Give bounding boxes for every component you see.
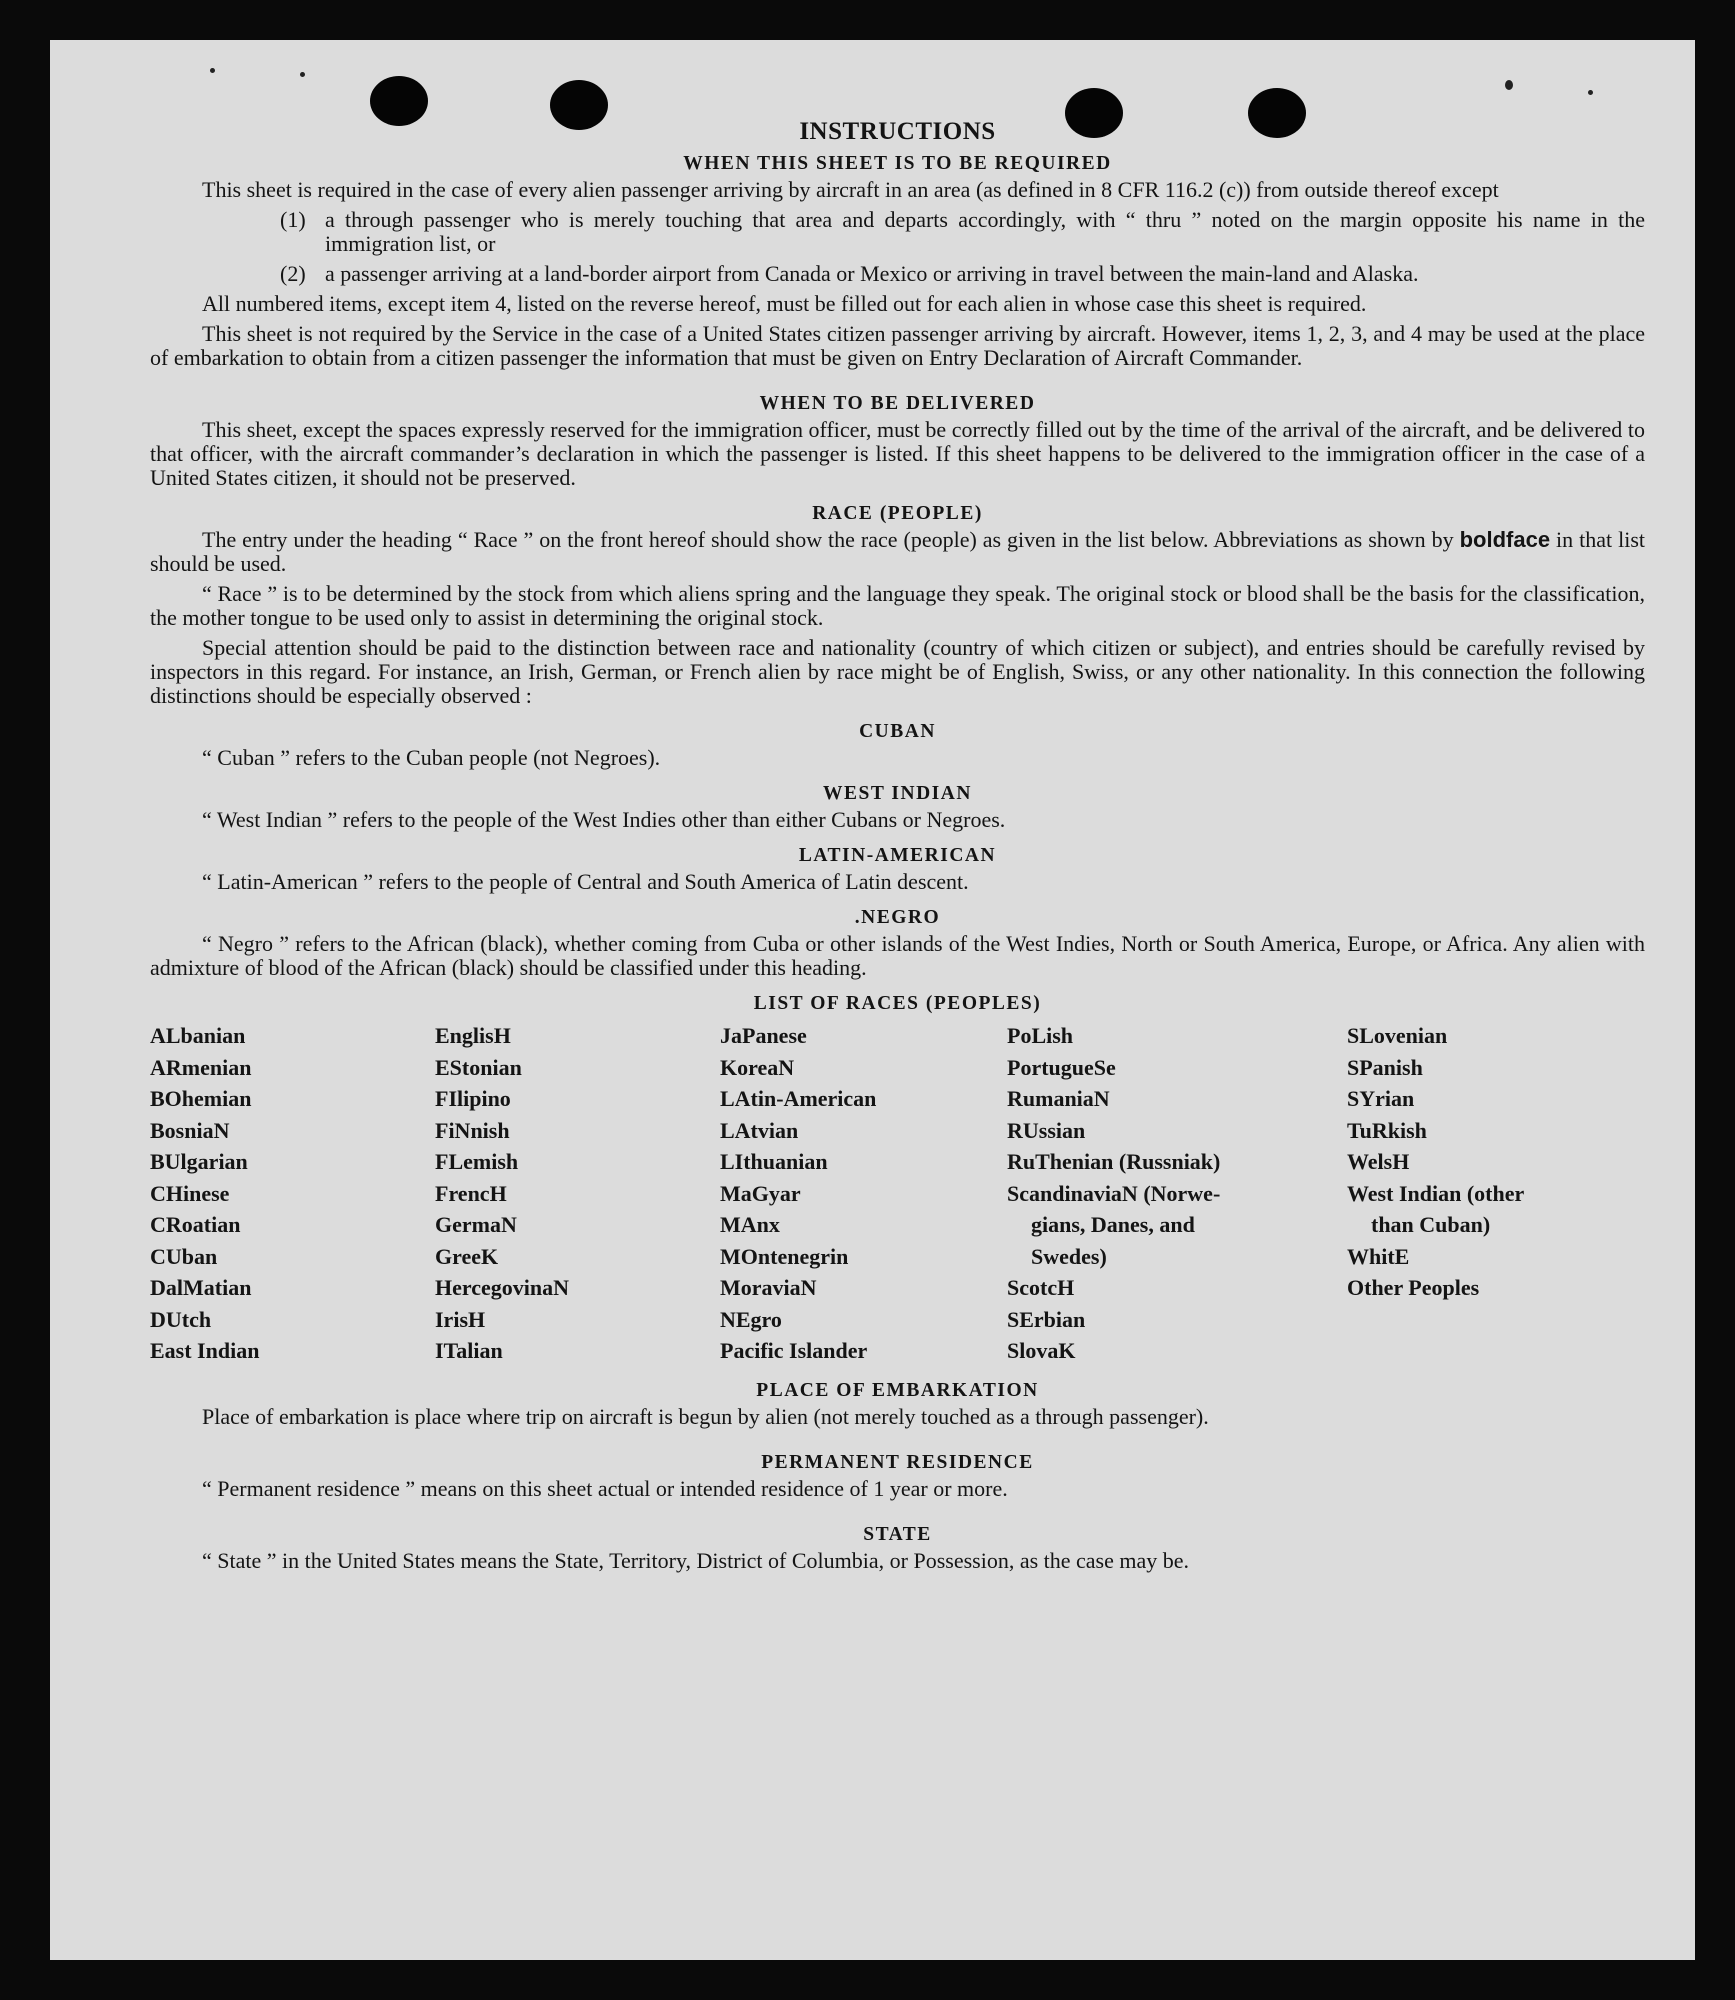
race-entry: SPanish	[1347, 1054, 1423, 1080]
race-entry: GermaN	[435, 1212, 517, 1237]
race-entry: IrisH	[435, 1306, 486, 1332]
race-entry: WhitE	[1347, 1243, 1410, 1269]
speck	[210, 68, 215, 73]
heading-when-required: WHEN THIS SHEET IS TO BE REQUIRED	[683, 153, 1112, 174]
race-entry: FIlipino	[435, 1086, 511, 1111]
heading-negro: .NEGRO	[854, 907, 941, 928]
race-paragraph-3: Special attention should be paid to the distinction between race and nationality (country of which citizen or subject), and entries should be carefully revised by inspectors in this regard. For instance, an Irish, German, or French alien by race might be of English, Swiss, or any other nationality. In this connection the following distinctions should be especially observed :	[150, 635, 1645, 708]
race-paragraph-2: “ Race ” is to be determined by the stock from which aliens spring and the language they speak. The original stock or blood shall be the basis for the classification, the mother tongue to be used only to assist in determining the original stock.	[150, 581, 1645, 630]
race-entry: LIthuanian	[720, 1149, 828, 1174]
race-entry: MOntenegrin	[720, 1243, 849, 1269]
heading-state: STATE	[863, 1523, 932, 1545]
state-text: “ State ” in the United States means the State, Territory, District of Columbia, or Possession, as the case may be.	[202, 1547, 1190, 1573]
race-entry: SLovenian	[1347, 1023, 1448, 1048]
race-entry: JaPanese	[720, 1023, 807, 1048]
race-entry: PortugueSe	[1007, 1054, 1116, 1080]
races-list	[150, 1020, 1645, 1367]
races-column	[1347, 1020, 1645, 1367]
race-entry: Pacific Islander	[720, 1338, 868, 1363]
race-entry: GreeK	[435, 1243, 499, 1269]
race-entry: CHinese	[150, 1180, 230, 1206]
heading-list-of-races: LIST OF RACES (PEOPLES)	[753, 993, 1042, 1014]
speck	[300, 72, 305, 77]
speck	[1588, 90, 1593, 95]
race-entry: RuThenian (Russniak)	[1007, 1149, 1221, 1174]
races-column	[150, 1020, 435, 1367]
race-entry: ScandinaviaN (Norwe-	[1007, 1180, 1221, 1206]
cuban-text: “ Cuban ” refers to the Cuban people (not Negroes).	[202, 745, 661, 770]
instructions-content	[150, 120, 1645, 1579]
race-entry: FLemish	[435, 1149, 519, 1174]
race-entry: MaGyar	[720, 1180, 801, 1206]
race-entry: ALbanian	[150, 1023, 246, 1048]
race-entry: PoLish	[1007, 1023, 1074, 1048]
race-entry: DUtch	[150, 1306, 212, 1332]
exception-item: (2) a passenger arriving at a land-border airport from Canada or Mexico or arriving in travel between the main-land and Alaska.	[280, 261, 1419, 286]
race-entry: FrencH	[435, 1180, 507, 1206]
page-title: INSTRUCTIONS	[799, 118, 996, 145]
race-entry: CUban	[150, 1243, 218, 1269]
race-entry: Swedes)	[1031, 1243, 1107, 1269]
race-entry: LAtvian	[720, 1117, 799, 1143]
speck	[1505, 80, 1513, 90]
heading-permanent-residence: PERMANENT RESIDENCE	[761, 1451, 1034, 1473]
race-entry: BOhemian	[150, 1086, 252, 1111]
race-entry: EStonian	[435, 1054, 522, 1080]
races-column	[720, 1020, 1007, 1367]
heading-race: RACE (PEOPLE)	[812, 503, 983, 524]
race-entry: TuRkish	[1347, 1117, 1427, 1143]
race-entry: NEgro	[720, 1306, 782, 1332]
race-entry: ARmenian	[150, 1054, 252, 1080]
race-entry: KoreaN	[720, 1054, 795, 1080]
negro-text: “ Negro ” refers to the African (black), whether coming from Cuba or other islands of the West Indies, North or South America, Europe, or Africa. Any alien with admixture of blood of the African (black) should be classified under this heading.	[150, 931, 1645, 980]
race-entry: East Indian	[150, 1338, 260, 1363]
citizen-paragraph: This sheet is not required by the Service in the case of a United States citizen passenger arriving by aircraft. However, items 1, 2, 3, and 4 may be used at the place of embarkation to obtain from a citizen passenger the information that must be given on Entry Declaration of Aircraft Commander.	[150, 321, 1645, 370]
races-column	[435, 1020, 720, 1367]
latin-american-text: “ Latin-American ” refers to the people of Central and South America of Latin descent.	[202, 869, 969, 894]
race-entry: HercegovinaN	[435, 1275, 570, 1300]
race-entry: SlovaK	[1007, 1338, 1076, 1363]
race-entry: FiNnish	[435, 1117, 510, 1143]
punch-hole	[370, 76, 428, 126]
race-entry: RUssian	[1007, 1117, 1086, 1143]
exception-item: (1) a through passenger who is merely touching that area and departs accordingly, with “ thru ” noted on the margin opposite his name in the immigration list, or	[280, 207, 1645, 256]
race-entry: Other Peoples	[1347, 1275, 1480, 1300]
race-entry: West Indian (other	[1347, 1180, 1525, 1206]
race-entry: CRoatian	[150, 1212, 241, 1237]
race-entry: MoraviaN	[720, 1275, 817, 1300]
race-entry: ScotcH	[1007, 1275, 1075, 1300]
residence-text: “ Permanent residence ” means on this sheet actual or intended residence of 1 year or more.	[202, 1475, 1008, 1501]
races-column	[1007, 1020, 1347, 1367]
race-entry: WelsH	[1347, 1149, 1410, 1174]
race-entry: gians, Danes, and	[1031, 1212, 1195, 1237]
west-indian-text: “ West Indian ” refers to the people of the West Indies other than either Cubans or Negroes.	[202, 807, 1006, 832]
heading-when-delivered: WHEN TO BE DELIVERED	[759, 393, 1036, 414]
heading-latin-american: LATIN-AMERICAN	[798, 845, 997, 866]
race-entry: BUlgarian	[150, 1149, 248, 1174]
when-required-intro: This sheet is required in the case of every alien passenger arriving by aircraft in an area (as defined in 8 CFR 116.2 (c)) from outside thereof except	[202, 177, 1499, 202]
race-entry: SYrian	[1347, 1086, 1415, 1111]
race-entry: than Cuban)	[1371, 1212, 1491, 1237]
numbered-items-paragraph: All numbered items, except item 4, listed on the reverse hereof, must be filled out for each alien in whose case this sheet is required.	[202, 291, 1367, 316]
race-entry: BosniaN	[150, 1117, 230, 1143]
race-entry: EnglisH	[435, 1023, 511, 1048]
heading-west-indian: WEST INDIAN	[823, 783, 972, 804]
race-entry: SErbian	[1007, 1306, 1086, 1332]
race-paragraph-1: The entry under the heading “ Race ” on the front hereof should show the race (people) as given in the list below. Abbreviations as shown by boldface in that list should be used.	[150, 527, 1645, 576]
embarkation-text: Place of embarkation is place where trip on aircraft is begun by alien (not merely touched as a through passenger).	[202, 1403, 1209, 1429]
race-entry: MAnx	[720, 1212, 780, 1237]
heading-embarkation: PLACE OF EMBARKATION	[756, 1379, 1039, 1401]
heading-cuban: CUBAN	[859, 721, 936, 742]
document-sheet	[50, 40, 1695, 1960]
when-delivered-text: This sheet, except the spaces expressly reserved for the immigration officer, must be correctly filled out by the time of the arrival of the aircraft, and be delivered to that officer, with the aircraft commander’s declaration in which the passenger is listed. If this sheet happens to be delivered to the immigration officer in the case of a United States citizen, it should not be preserved.	[150, 417, 1645, 490]
race-entry: DalMatian	[150, 1275, 252, 1300]
race-entry: RumaniaN	[1007, 1086, 1110, 1111]
race-entry: ITalian	[435, 1338, 503, 1363]
race-entry: LAtin-American	[720, 1086, 877, 1111]
